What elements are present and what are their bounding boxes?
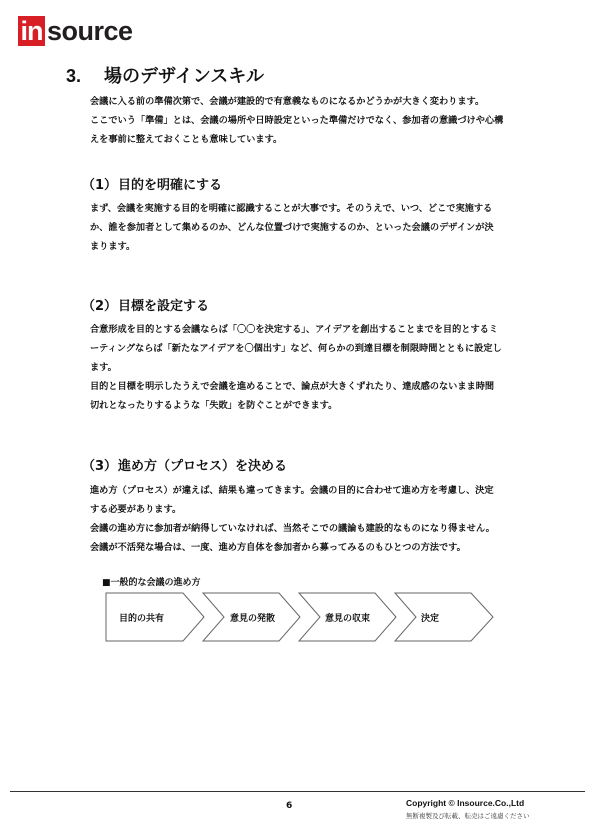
subsection-body-3 xyxy=(90,481,540,557)
intro-paragraph xyxy=(90,92,540,149)
subsection-title: 目的を明確にする xyxy=(118,178,223,193)
body-line: ます。 xyxy=(90,362,117,373)
body-line: ーティングならば「新たなアイデアを〇個出す」など、何らかの到達目標を制限時間とともに設定し xyxy=(90,343,502,354)
body-line: 切れとなったりするような「失敗」を防ぐことができます。 xyxy=(90,400,338,411)
body-line: する必要があります。 xyxy=(90,504,182,515)
subsection-number: （1） xyxy=(82,178,118,193)
flow-step-label: 意見の収束 xyxy=(325,614,371,624)
section-number: 3. xyxy=(66,66,82,86)
flow-step-label: 意見の発散 xyxy=(230,614,276,624)
section-title xyxy=(66,62,264,88)
body-line: 合意形成を目的とする会議ならば「〇〇を決定する」、アイデアを創出することまでを目的とするミ xyxy=(90,324,499,335)
subsection-heading-2 xyxy=(82,295,209,314)
logo-wordmark: source xyxy=(47,16,133,46)
subsection-heading-1 xyxy=(82,174,222,193)
body-line: 会議が不活発な場合は、一度、進め方自体を参加者から募ってみるのもひとつの方法です。 xyxy=(90,542,466,553)
copyright-text: Copyright © Insource.Co.,Ltd xyxy=(406,798,525,808)
body-line: か、誰を参加者として集めるのか、どんな位置づけで実施するのか、といった会議のデザインが決 xyxy=(90,222,494,233)
subsection-body-2 xyxy=(90,320,540,415)
flow-title: ■一般的な会議の進め方 xyxy=(102,578,201,588)
copyright-notice: 無断複製及び転載、転売はご遠慮ください xyxy=(406,812,530,820)
subsection-number: （3） xyxy=(82,459,118,474)
subsection-body-1 xyxy=(90,199,540,256)
body-line: 目的と目標を明示したうえで会議を進めることで、論点が大きくずれたり、達成感のないまま時間 xyxy=(90,381,495,392)
body-line: 進め方（プロセス）が違えば、結果も違ってきます。会議の目的に合わせて進め方を考慮し、決定 xyxy=(90,485,494,496)
flow-step-label: 決定 xyxy=(421,614,440,624)
body-line: 会議の進め方に参加者が納得していなければ、当然そこでの議論も建設的なものになり得ません。 xyxy=(90,523,495,534)
intro-line: ここでいう「準備」とは、会議の場所や日時設定といった準備だけでなく、参加者の意識づけや心構 xyxy=(90,115,504,126)
page-number: 6 xyxy=(286,801,293,811)
body-line: まず、会議を実施する目的を明確に認識することが大事です。そのうえで、いつ、どこで実施する xyxy=(90,203,493,214)
logo-mark: in xyxy=(18,16,45,46)
flow-step-label: 目的の共有 xyxy=(119,614,165,624)
subsection-heading-3 xyxy=(82,455,287,474)
meeting-process-flow xyxy=(105,592,497,642)
section-title-text: 場のデザインスキル xyxy=(104,66,265,87)
body-line: まります。 xyxy=(90,241,136,252)
flow-step-4-shape xyxy=(395,593,493,641)
footer-divider xyxy=(10,791,585,792)
subsection-title: 目標を設定する xyxy=(118,299,210,314)
subsection-title: 進め方（プロセス）を決める xyxy=(118,459,288,474)
intro-line: 会議に入る前の準備次第で、会議が建設的で有意義なものになるかどうかが大きく変わります。 xyxy=(90,96,485,107)
subsection-number: （2） xyxy=(82,299,118,314)
intro-line: えを事前に整えておくことも意味しています。 xyxy=(90,134,283,145)
